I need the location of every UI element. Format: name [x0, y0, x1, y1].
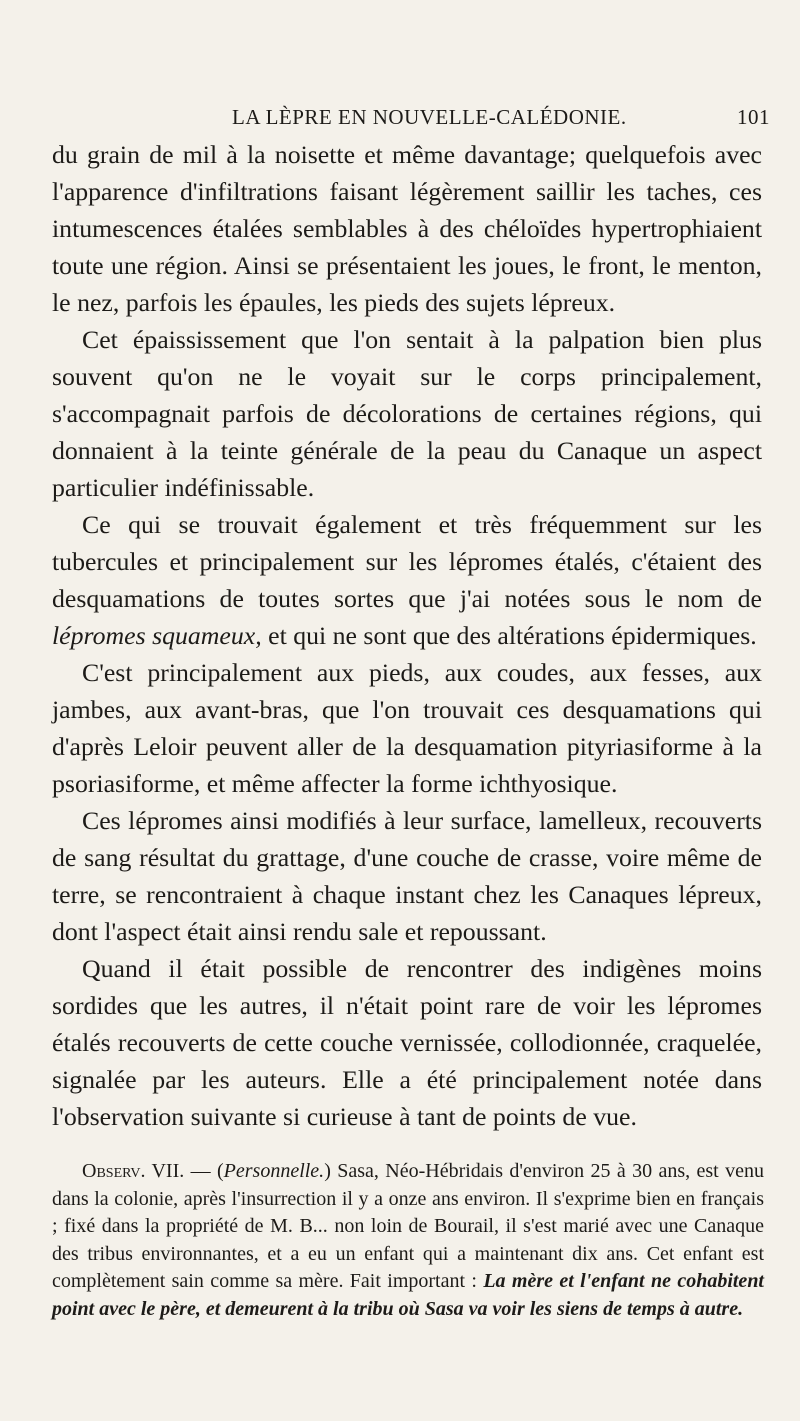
running-header — [52, 102, 770, 132]
page-number: 101 — [737, 104, 770, 129]
observation-text: Sasa, Néo-Hébridais d'environ 25 à 30 ans, est venu dans la colonie, après l'insurrection il y a onze ans environ. Il s'exprime bien en français ; fixé dans la propriété de M. B... non loin de Bourail, il s'est marié avec une Canaque des tribus environnantes, et a eu un enfant qui a maintenant dix ans. Cet enfant est complètement sain comme sa mère. Fait important : — [52, 1160, 764, 1292]
observation-dash: — ( — [184, 1160, 224, 1182]
observation-emphasis: La mère et l'enfant ne cohabitent point avec le père, et demeurent à la tribu où Sasa va voir les siens de temps à autre. — [52, 1270, 764, 1320]
observation-title: Personnelle. — [223, 1160, 325, 1182]
paragraph: du grain de mil à la noisette et même davantage; quelquefois avec l'apparence d'infiltrations faisant légèrement saillir les taches, ces intumescences étalées semblables à des chéloïdes hypertrophiaient toute une région. Ainsi se présentaient les joues, le front, le menton, le nez, parfois les épaules, les pieds des sujets lépreux. — [52, 140, 762, 317]
running-title: LA LÈPRE EN NOUVELLE-CALÉDONIE. — [232, 104, 627, 129]
paragraph-text: et qui ne sont que des altérations épidermiques. — [261, 621, 757, 650]
observation-block — [52, 1158, 764, 1323]
paragraph: Cet épaississement que l'on sentait à la palpation bien plus souvent qu'on ne le voyait sur le corps principalement, s'accompagnait parfois de décolorations de certaines régions, qui donnaient à la teinte générale de la peau du Canaque un aspect particulier indéfinissable. — [52, 325, 762, 502]
observation-label: Observ. VII. — [82, 1160, 185, 1182]
italic-term: lépromes squameux, — [52, 621, 262, 650]
observation-paragraph — [52, 1158, 764, 1323]
paragraph-text: Ce qui se trouvait également et très fréquemment sur les tubercules et principalement sur les lépromes étalés, c'étaient des desquamations de toutes sortes que j'ai notées sous le nom de — [52, 510, 762, 613]
paragraph: Quand il était possible de rencontrer des indigènes moins sordides que les autres, il n'était point rare de voir les lépromes étalés recouverts de cette couche vernissée, collodionnée, craquelée, signalée par les auteurs. Elle a été principalement notée dans l'observation suivante si curieuse à tant de points de vue. — [52, 954, 762, 1131]
paragraph: C'est principalement aux pieds, aux coudes, aux fesses, aux jambes, aux avant-bras, que l'on trouvait ces desquamations qui d'après Leloir peuvent aller de la desquamation pityriasiforme à la psoriasiforme, et même affecter la forme ichthyosique. — [52, 658, 762, 798]
paragraph — [52, 506, 762, 654]
paragraph: Ces lépromes ainsi modifiés à leur surface, lamelleux, recouverts de sang résultat du grattage, d'une couche de crasse, voire même de terre, se rencontraient à chaque instant chez les Canaques lépreux, dont l'aspect était ainsi rendu sale et repoussant. — [52, 806, 762, 946]
main-text — [52, 136, 762, 1135]
observation-close: ) — [324, 1160, 331, 1182]
